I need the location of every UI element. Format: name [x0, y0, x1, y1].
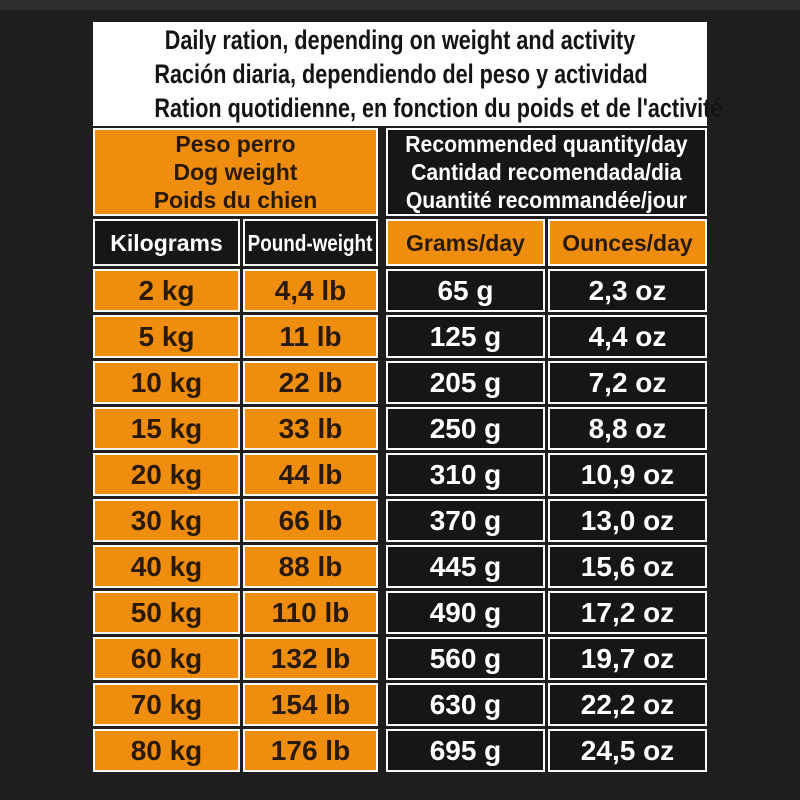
title-banner [93, 22, 723, 126]
cell-kg: 80 kg [93, 729, 240, 772]
cell-lb: 22 lb [243, 361, 378, 404]
column-header-ounces-day [548, 219, 707, 266]
cell-kg: 20 kg [93, 453, 240, 496]
group-header-dog-weight-es: Peso perro [175, 131, 296, 157]
cell-grams: 250 g [386, 407, 545, 450]
column-header-grams-day-label: Grams/day [406, 229, 525, 256]
cell-ounces: 17,2 oz [548, 591, 707, 634]
cell-ounces: 10,9 oz [548, 453, 707, 496]
cell-kg: 50 kg [93, 591, 240, 634]
cell-ounces: 4,4 oz [548, 315, 707, 358]
cell-grams: 310 g [386, 453, 545, 496]
cell-kg: 5 kg [93, 315, 240, 358]
cell-kg: 60 kg [93, 637, 240, 680]
column-header-pound-weight [243, 219, 378, 266]
cell-ounces: 24,5 oz [548, 729, 707, 772]
background-top-edge [0, 0, 800, 10]
cell-ounces: 2,3 oz [548, 269, 707, 312]
cell-kg: 15 kg [93, 407, 240, 450]
cell-lb: 132 lb [243, 637, 378, 680]
cell-lb: 154 lb [243, 683, 378, 726]
cell-grams: 560 g [386, 637, 545, 680]
column-header-ounces-day-label: Ounces/day [562, 229, 693, 256]
cell-lb: 4,4 lb [243, 269, 378, 312]
group-header-quantity-fr: Quantité recommandée/jour [405, 187, 688, 213]
cell-ounces: 22,2 oz [548, 683, 707, 726]
cell-grams: 630 g [386, 683, 545, 726]
cell-ounces: 15,6 oz [548, 545, 707, 588]
cell-kg: 70 kg [93, 683, 240, 726]
cell-ounces: 7,2 oz [548, 361, 707, 404]
cell-grams: 205 g [386, 361, 545, 404]
cell-ounces: 13,0 oz [548, 499, 707, 542]
cell-lb: 176 lb [243, 729, 378, 772]
group-header-dog-weight [93, 128, 378, 216]
cell-kg: 30 kg [93, 499, 240, 542]
cell-kg: 40 kg [93, 545, 240, 588]
group-header-quantity-es: Cantidad recomendada/dia [411, 159, 682, 185]
quantity-columns-group [386, 128, 707, 772]
weight-columns-group [93, 128, 378, 772]
title-line-french: Ration quotidienne, en fonction du poids et de l'activité [154, 93, 723, 123]
cell-kg: 2 kg [93, 269, 240, 312]
cell-lb: 11 lb [243, 315, 378, 358]
cell-grams: 445 g [386, 545, 545, 588]
group-header-dog-weight-fr: Poids du chien [153, 187, 318, 213]
cell-ounces: 8,8 oz [548, 407, 707, 450]
cell-lb: 44 lb [243, 453, 378, 496]
cell-lb: 88 lb [243, 545, 378, 588]
cell-grams: 65 g [386, 269, 545, 312]
group-header-dog-weight-en: Dog weight [173, 159, 298, 185]
column-header-grams-day [386, 219, 545, 266]
title-line-spanish: Ración diaria, dependiendo del peso y actividad [154, 59, 648, 89]
cell-grams: 490 g [386, 591, 545, 634]
cell-grams: 695 g [386, 729, 545, 772]
cell-lb: 66 lb [243, 499, 378, 542]
cell-ounces: 19,7 oz [548, 637, 707, 680]
cell-lb: 33 lb [243, 407, 378, 450]
column-header-kilograms [93, 219, 240, 266]
column-header-pound-weight-label: Pound-weight [248, 229, 373, 256]
title-line-english: Daily ration, depending on weight and activity [164, 25, 636, 55]
group-header-quantity-en: Recommended quantity/day [405, 131, 688, 157]
column-header-kilograms-label: Kilograms [110, 229, 223, 256]
cell-lb: 110 lb [243, 591, 378, 634]
cell-kg: 10 kg [93, 361, 240, 404]
group-header-recommended-quantity [386, 128, 707, 216]
ration-table [93, 128, 707, 772]
cell-grams: 125 g [386, 315, 545, 358]
cell-grams: 370 g [386, 499, 545, 542]
